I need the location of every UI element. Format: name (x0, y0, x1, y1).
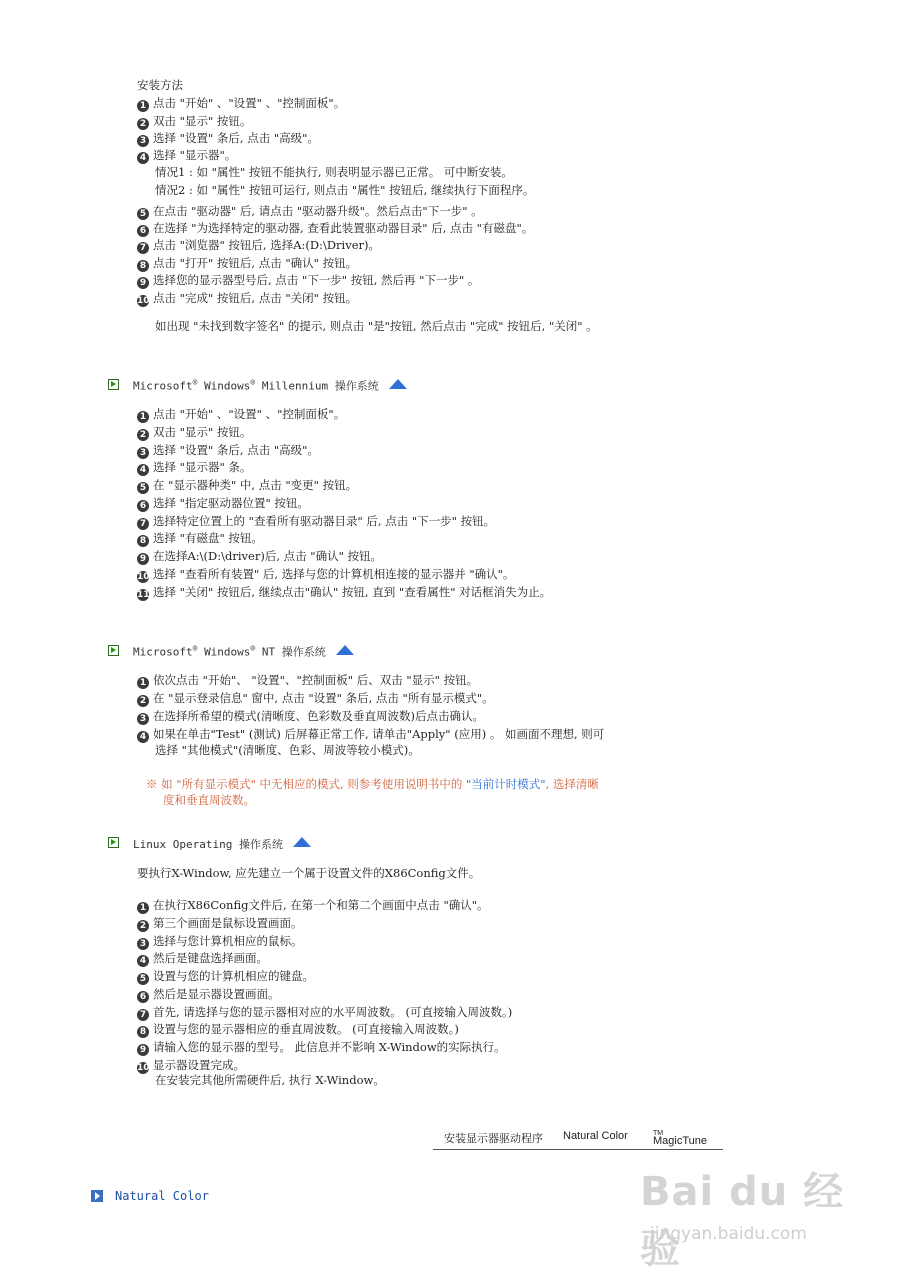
list-item: 7 选择特定位置上的 "查看所有驱动器目录" 后, 点击 "下一步" 按钮。 (137, 512, 495, 530)
list-item: 8 选择 "有磁盘" 按钮。 (137, 529, 263, 547)
linux-intro: 要执行X-Window, 应先建立一个属于设置文件的X86Config文件。 (137, 866, 481, 880)
list-item: 4 然后是键盘选择画面。 (137, 949, 268, 967)
list-item: 4 选择 "显示器" 条。 (137, 458, 251, 476)
nt-note: ※ 如 "所有显示模式" 中无相应的模式, 则参考使用说明书中的 "当前计时模式", 选择清晰 (146, 777, 599, 791)
list-item: 1 点击 "开始" 、"设置" 、"控制面板"。 (137, 405, 345, 423)
intro-title: 安装方法 (137, 78, 183, 92)
list-item-continuation: 选择 "其他模式"(清晰度、色彩、周波等较小模式)。 (155, 743, 420, 757)
list-item: 1 依次点击 "开始"、 "设置"、"控制面板" 后、双击 "显示" 按钮。 (137, 671, 478, 689)
watermark-brand: Bai du 经验 (640, 1169, 845, 1272)
list-item: 7 点击 "浏览器" 按钮后, 选择A:(D:\Driver)。 (137, 236, 380, 254)
nt-note-line2: 度和垂直周波数。 (163, 793, 255, 807)
list-item: 2 在 "显示登录信息" 窗中, 点击 "设置" 条后, 点击 "所有显示模式"。 (137, 689, 494, 707)
list-item: 2 双击 "显示" 按钮。 (137, 423, 251, 441)
list-item: 11 选择 "关闭" 按钮后, 继续点击"确认" 按钮, 直到 "查看属性" 对话框消失为止。 (137, 585, 552, 600)
list-item: 3 选择 "设置" 条后, 点击 "高级"。 (137, 441, 319, 459)
tab-magictune[interactable]: MagicTune ™ (653, 1130, 708, 1147)
list-item: 10 点击 "完成" 按钮后, 点击 "关闭" 按钮。 (137, 291, 358, 306)
arrow-right-icon (91, 1190, 103, 1202)
list-item: 5 在 "显示器种类" 中, 点击 "变更" 按钮。 (137, 476, 357, 494)
tab-natural-color[interactable]: Natural Color (563, 1130, 628, 1142)
list-item: 5 在点击 "驱动器" 后, 请点击 "驱动器升级"。然后点击"下一步" 。 (137, 202, 483, 220)
list-item: 8 点击 "打开" 按钮后, 点击 "确认" 按钮。 (137, 254, 357, 272)
timing-mode-link[interactable]: "当前计时模式" (466, 777, 546, 791)
list-item: 2 双击 "显示" 按钮。 (137, 112, 251, 130)
list-item: 6 然后是显示器设置画面。 (137, 985, 280, 1003)
natural-color-link[interactable]: Natural Color (91, 1186, 209, 1206)
section-heading-millennium: Microsoft® Windows® Millennium 操作系统 (108, 373, 407, 393)
list-item: 2 第三个画面是鼠标设置画面。 (137, 914, 303, 932)
list-item: 3 在选择所希望的模式(清晰度、色彩数及垂直周波数)后点击确认。 (137, 707, 484, 725)
baidu-watermark (640, 1140, 870, 1270)
section-bullet-icon (108, 837, 119, 848)
list-item: 7 首先, 请选择与您的显示器相对应的水平周波数。 (可直接输入周波数。) (137, 1003, 512, 1021)
list-item: 9 请输入您的显示器的型号。 此信息并不影响 X-Window的实际执行。 (137, 1038, 506, 1056)
list-item-continuation: 在安装完其他所需硬件后, 执行 X-Window。 (155, 1073, 385, 1087)
back-to-top-icon[interactable] (293, 837, 311, 847)
back-to-top-icon[interactable] (389, 379, 407, 389)
signature-note: 如出现 "未找到数字签名" 的提示, 则点击 "是"按钮, 然后点击 "完成" 按钮后, "关闭" 。 (155, 319, 598, 333)
section-heading-linux: Linux Operating 操作系统 (108, 835, 311, 855)
list-item: 10 选择 "查看所有装置" 后, 选择与您的计算机相连接的显示器并 "确认"。 (137, 567, 515, 582)
section-bullet-icon (108, 645, 119, 656)
list-item: 9 在选择A:\(D:\driver)后, 点击 "确认" 按钮。 (137, 547, 382, 565)
list-item: 1 在执行X86Config文件后, 在第一个和第二个画面中点击 "确认"。 (137, 896, 489, 914)
list-item: 8 设置与您的显示器相应的垂直周波数。 (可直接输入周波数。) (137, 1020, 459, 1038)
list-item: 10 显示器设置完成。 (137, 1058, 245, 1073)
back-to-top-icon[interactable] (336, 645, 354, 655)
watermark-url: jingyan.baidu.com (650, 1224, 807, 1244)
list-item: 3 选择与您计算机相应的鼠标。 (137, 932, 303, 950)
list-item: 6 选择 "指定驱动器位置" 按钮。 (137, 494, 309, 512)
case-2-text: 情况2 : 如 "属性" 按钮可运行, 则点击 "属性" 按钮后, 继续执行下面程序。 (155, 183, 535, 197)
tab-driver-install[interactable]: 安装显示器驱动程序 (444, 1133, 543, 1145)
section-heading-nt: Microsoft® Windows® NT 操作系统 (108, 639, 354, 659)
case-1-text: 情况1 : 如 "属性" 按钮不能执行, 则表明显示器已正常。 可中断安装。 (155, 165, 513, 179)
list-item: 3 选择 "设置" 条后, 点击 "高级"。 (137, 129, 319, 147)
list-item: 6 在选择 "为选择特定的驱动器, 查看此装置驱动器目录" 后, 点击 "有磁盘"。 (137, 219, 533, 237)
list-item: 4 如果在单击"Test" (测试) 后屏幕正常工作, 请单击"Apply" (应用) 。 如画面不理想, 则可 (137, 725, 604, 743)
list-item: 4 选择 "显示器"。 (137, 146, 236, 164)
list-item: 5 设置与您的计算机相应的键盘。 (137, 967, 314, 985)
list-item: 9 选择您的显示器型号后, 点击 "下一步" 按钮, 然后再 "下一步" 。 (137, 271, 479, 289)
list-item: 1 点击 "开始" 、"设置" 、"控制面板"。 (137, 94, 345, 112)
section-bullet-icon (108, 379, 119, 390)
